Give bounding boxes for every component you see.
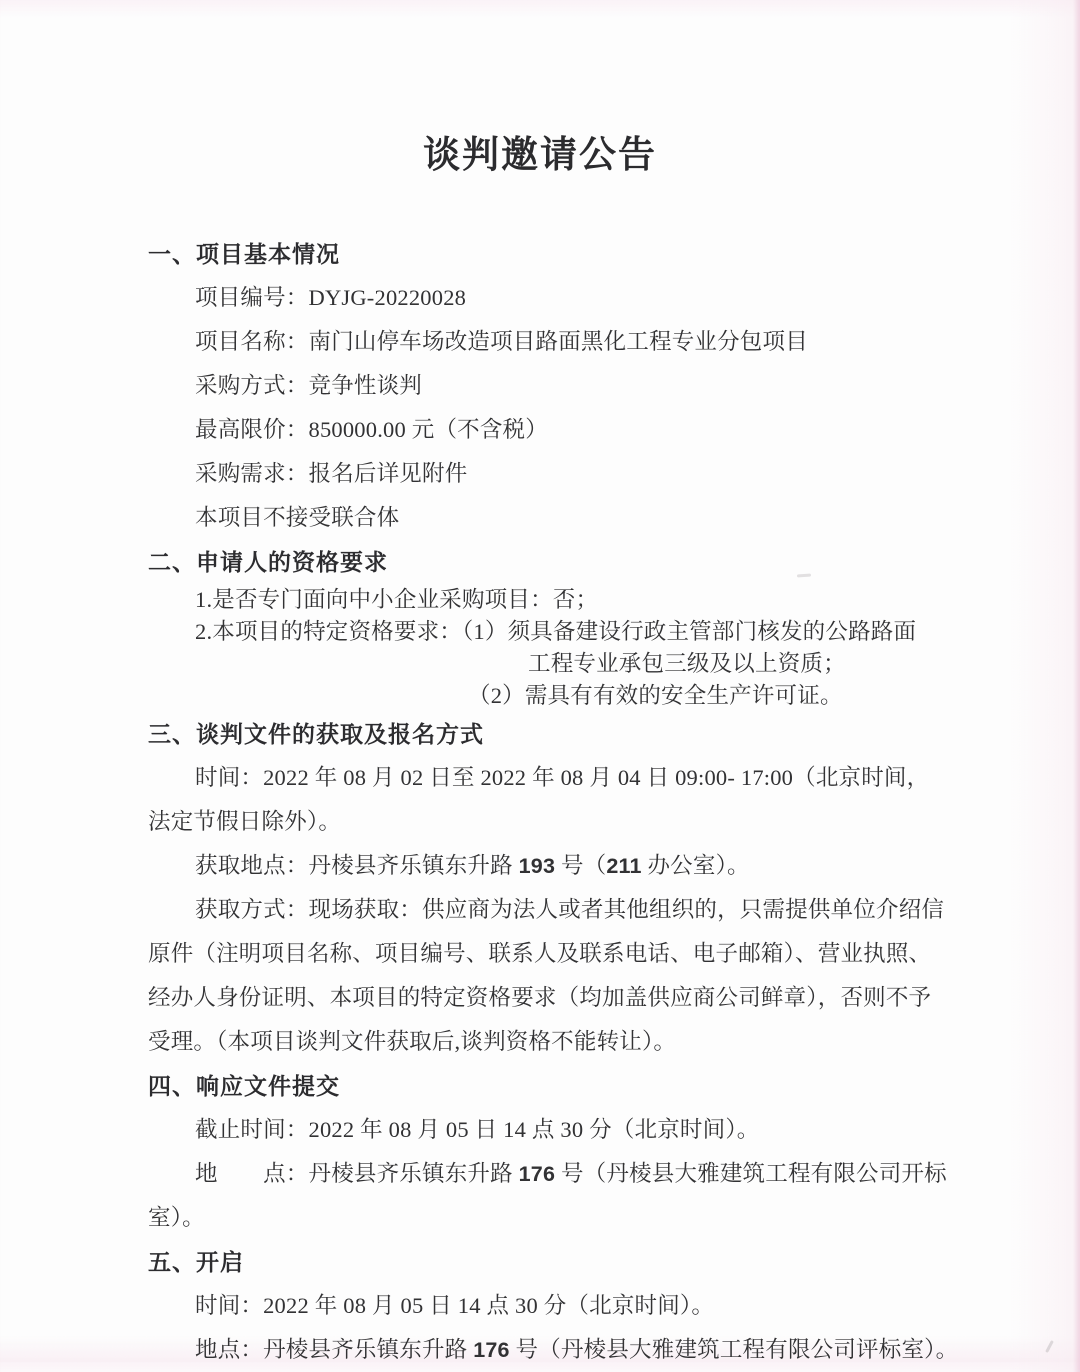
- opening-location-post: 号（丹棱县大雅建筑工程有限公司评标室）。: [509, 1337, 959, 1362]
- section-5-heading: 五、开启: [148, 1249, 244, 1275]
- opening-street-number: 176: [473, 1338, 510, 1362]
- opening-location-line: [148, 1328, 959, 1372]
- submission-street-number: 176: [518, 1162, 556, 1186]
- opening-location-text: 地点：丹棱县齐乐镇东升路: [195, 1337, 474, 1362]
- document-title: 谈判邀请公告: [423, 135, 657, 176]
- qualification-item-3: （2）需具有有效的安全生产许可证。: [468, 683, 843, 708]
- section-1-heading: 一、项目基本情况: [148, 241, 340, 267]
- obtain-time-line-cont: 法定节假日除外）。: [148, 809, 342, 834]
- qualification-item-1: 1.是否专门面向中小企业采购项目：否；: [195, 587, 599, 612]
- obtain-location-post: 办公室）。: [641, 853, 750, 878]
- submission-deadline-line: 截止时间：2022 年 08 月 05 日 14 点 30 分（北京时间）。: [195, 1117, 760, 1142]
- procurement-method-line: 采购方式：竞争性谈判: [195, 373, 423, 398]
- qualification-item-2: 2.本项目的特定资格要求：（1）须具备建设行政主管部门核发的公路路面: [195, 619, 917, 644]
- obtain-location-mid: 号（: [555, 853, 607, 878]
- project-name-line: 项目名称：南门山停车场改造项目路面黑化工程专业分包项目: [195, 329, 808, 354]
- opening-time-line: 时间：2022 年 08 月 05 日 14 点 30 分（北京时间）。: [195, 1293, 715, 1318]
- obtain-method-line-2: 原件（注明项目名称、项目编号、联系人及联系电话、电子邮箱）、营业执照、: [148, 941, 932, 966]
- obtain-method-line-1: 获取方式：现场获取：供应商为法人或者其他组织的，只需提供单位介绍信: [195, 897, 945, 922]
- obtain-time-line: 时间：2022 年 08 月 02 日至 2022 年 08 月 04 日 09:00- 17:00（北京时间，: [195, 765, 930, 790]
- procurement-demand-line: 采购需求：报名后详见附件: [195, 461, 468, 486]
- section-2-heading: 二、申请人的资格要求: [148, 549, 388, 575]
- section-3-heading: 三、谈判文件的获取及报名方式: [148, 721, 484, 747]
- scan-artifact: [1045, 1340, 1054, 1353]
- project-code-line: 项目编号：DYJG-20220028: [195, 285, 467, 310]
- obtain-office-number: 211: [606, 854, 642, 878]
- submission-location-line-cont: 室）。: [148, 1205, 205, 1230]
- obtain-street-number: 193: [518, 854, 556, 878]
- obtain-method-line-4: 受理。（本项目谈判文件获取后,谈判资格不能转让）。: [148, 1029, 677, 1054]
- section-4-heading: 四、响应文件提交: [148, 1073, 340, 1099]
- price-limit-line: 最高限价：850000.00 元（不含税）: [195, 417, 548, 442]
- obtain-location-text: 获取地点：丹棱县齐乐镇东升路: [195, 853, 519, 878]
- qualification-item-2-cont: 工程专业承包三级及以上资质；: [528, 651, 846, 676]
- obtain-location-line: [148, 844, 938, 888]
- submission-location-text: 地 点：丹棱县齐乐镇东升路: [195, 1161, 519, 1186]
- document-content: [148, 232, 959, 1372]
- submission-location-line: [148, 1152, 947, 1196]
- submission-location-post: 号（丹棱县大雅建筑工程有限公司开标: [555, 1161, 947, 1186]
- obtain-method-line-3: 经办人身份证明、本项目的特定资格要求（均加盖供应商公司鲜章），否则不予: [148, 985, 932, 1010]
- no-consortium-line: 本项目不接受联合体: [195, 505, 400, 530]
